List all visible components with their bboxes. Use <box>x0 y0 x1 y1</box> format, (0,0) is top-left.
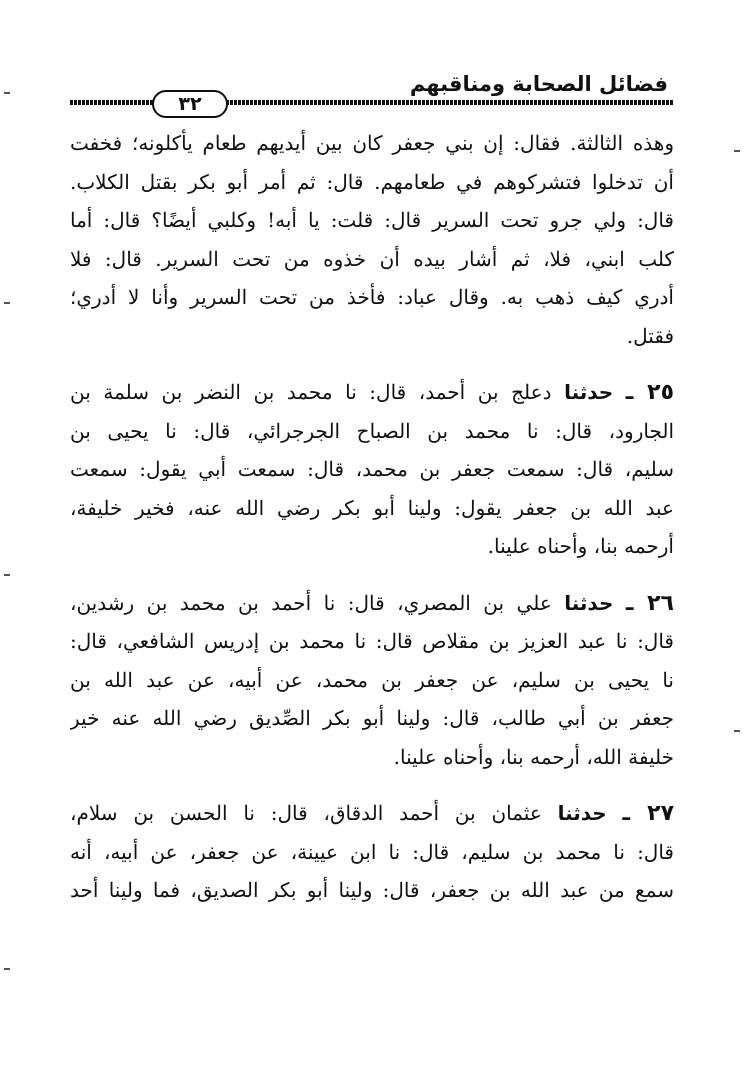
page-number-badge: ٣٢ <box>152 90 228 118</box>
hadith-number: ٢٦ ـ <box>625 590 674 616</box>
text-line: عبد الله بن جعفر يقول: ولينا أبو بكر رضي الله عنه، فخير خليفة، <box>70 495 674 520</box>
hadith-first-line <box>70 794 674 833</box>
hadith-first-line <box>70 584 674 623</box>
scan-mark <box>734 730 740 732</box>
hadith-first-line <box>70 373 674 412</box>
text-line: أرحمه بنا، وأحناه علينا. <box>487 534 674 558</box>
text-line: الجارود، قال: نا محمد بن الصباح الجرجرائي، قال: نا يحيى بن <box>70 418 674 443</box>
paragraph-1 <box>70 124 674 355</box>
text-line: جعفر بن أبي طالب، قال: ولينا أبو بكر الصِّديق رضي الله عنه خير <box>70 706 674 730</box>
text-line: كلب ابني، فلا، ثم أشار بيده أن خذوه من تحت السرير. قال: فلا <box>70 246 674 271</box>
text-line: خليفة الله، أرحمه بنا، وأحناه علينا. <box>393 744 674 769</box>
book-page <box>70 72 674 1072</box>
text-line: وهذه الثالثة. فقال: إن بني جعفر كان بين أيديهم طعام يأكلونه؛ فخفت <box>70 131 674 155</box>
hadith-number: ٢٧ ـ <box>622 801 674 826</box>
text-line: أدري كيف ذهب به. وقال عباد: فأخذ من تحت السرير وأنا لا أدري؛ <box>70 285 674 309</box>
page-body <box>70 124 674 910</box>
text-line: أن تدخلوا فتشركوهم في طعامهم. قال: ثم أمر أبو بكر بقتل الكلاب. <box>70 169 674 194</box>
text-line: فقتل. <box>626 323 674 348</box>
scan-mark <box>4 968 10 970</box>
text-line: سمع من عبد الله بن جعفر، قال: ولينا أبو بكر الصديق، فما ولينا أحد <box>70 878 674 902</box>
text-line: قال: نا محمد بن سليم، قال: نا ابن عيينة، عن جعفر، عن أبيه، أنه <box>70 839 674 864</box>
scan-mark <box>4 574 10 576</box>
hadith-number: ٢٥ ـ <box>625 380 674 405</box>
text-line: نا يحيى بن سليم، عن جعفر بن محمد، عن أبيه، عن عبد الله بن <box>70 667 674 692</box>
hadith-keyword: حدثنا <box>564 380 614 404</box>
hadith-25 <box>70 373 674 566</box>
running-header <box>70 72 674 114</box>
scan-mark <box>4 302 10 304</box>
hadith-keyword: حدثنا <box>564 590 614 615</box>
text-line: قال: ولي جرو تحت السرير قال: قلت: يا أبه! وكلبي أيضًا؟ قال: أما <box>70 208 674 232</box>
hadith-text: دعلج بن أحمد، قال: نا محمد بن النضر بن سلمة بن <box>70 380 552 404</box>
header-title: فضائل الصحابة ومناقبهم <box>409 72 668 96</box>
hadith-text: علي بن المصري، قال: نا أحمد بن محمد بن رشدين، <box>70 590 552 615</box>
scan-mark <box>4 92 10 94</box>
hadith-keyword: حدثنا <box>557 801 607 825</box>
hadith-text: عثمان بن أحمد الدقاق، قال: نا الحسن بن سلام، <box>70 801 542 825</box>
hadith-27 <box>70 794 674 910</box>
scan-mark <box>734 150 740 152</box>
text-line: سليم، قال: سمعت جعفر بن محمد، قال: سمعت أبي يقول: سمعت <box>70 457 674 481</box>
hadith-26 <box>70 584 674 777</box>
text-line: قال: نا عبد العزيز بن مقلاص قال: نا محمد بن إدريس الشافعي، قال: <box>70 629 674 653</box>
